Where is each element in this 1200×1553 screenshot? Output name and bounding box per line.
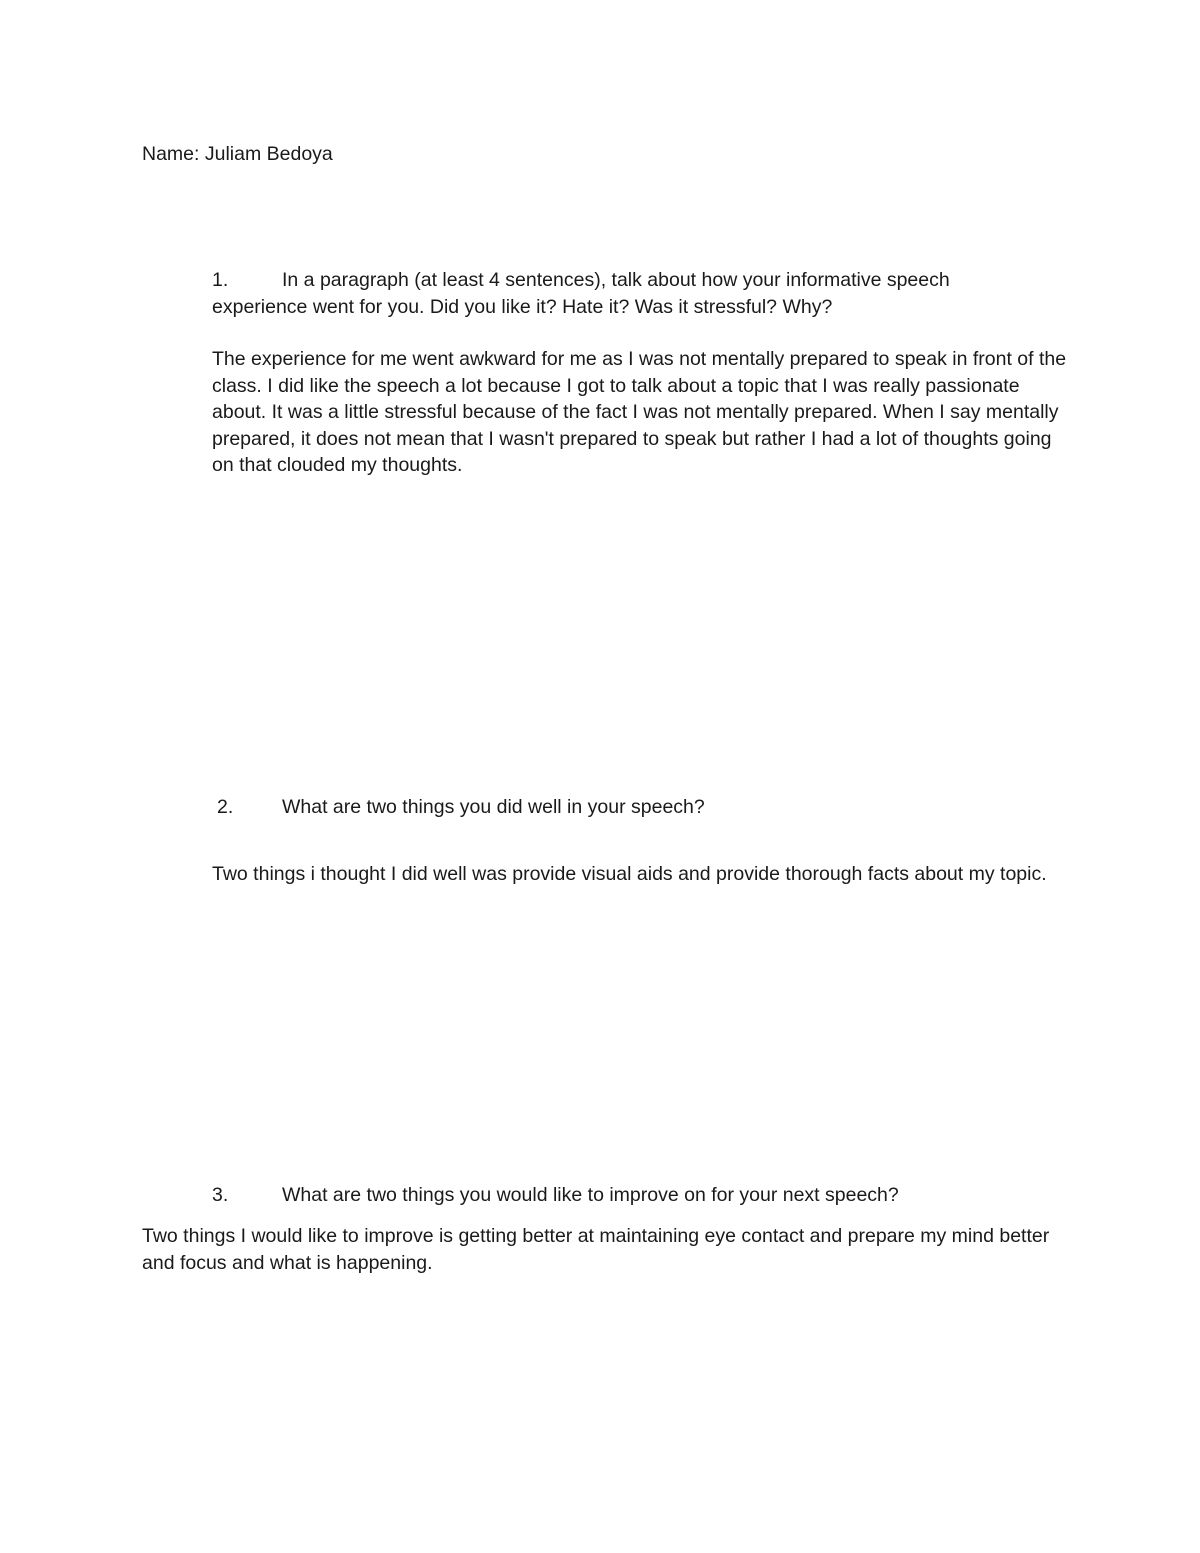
name-line: Name: Juliam Bedoya bbox=[142, 143, 333, 165]
question-prompt-continued: experience went for you. Did you like it? Hate it? Was it stressful? Why? bbox=[212, 296, 833, 318]
answer-text: Two things i thought I did well was provide visual aids and provide thorough facts about my topic. bbox=[212, 863, 1047, 885]
answer-text: The experience for me went awkward for me as I was not mentally prepared to speak in front of the class. I did like the speech a lot because I got to talk about a topic that I was really passionate about. It was a little stressful because of the fact I was not mentally prepared. When I say mentally prepared, it does not mean that I wasn't prepared to speak but rather I had a lot of thoughts going on that clouded my thoughts. bbox=[212, 348, 1067, 476]
question-number: 2. bbox=[217, 796, 234, 818]
question-prompt: What are two things you did well in your speech? bbox=[282, 796, 705, 818]
question-number: 1. bbox=[212, 269, 229, 291]
question-prompt: What are two things you would like to improve on for your next speech? bbox=[282, 1184, 899, 1206]
answer-text: Two things I would like to improve is getting better at maintaining eye contact and prepare my mind better and focus and what is happening. bbox=[142, 1225, 1050, 1274]
question-prompt: In a paragraph (at least 4 sentences), talk about how your informative speech bbox=[282, 269, 950, 291]
question-number: 3. bbox=[212, 1184, 229, 1206]
